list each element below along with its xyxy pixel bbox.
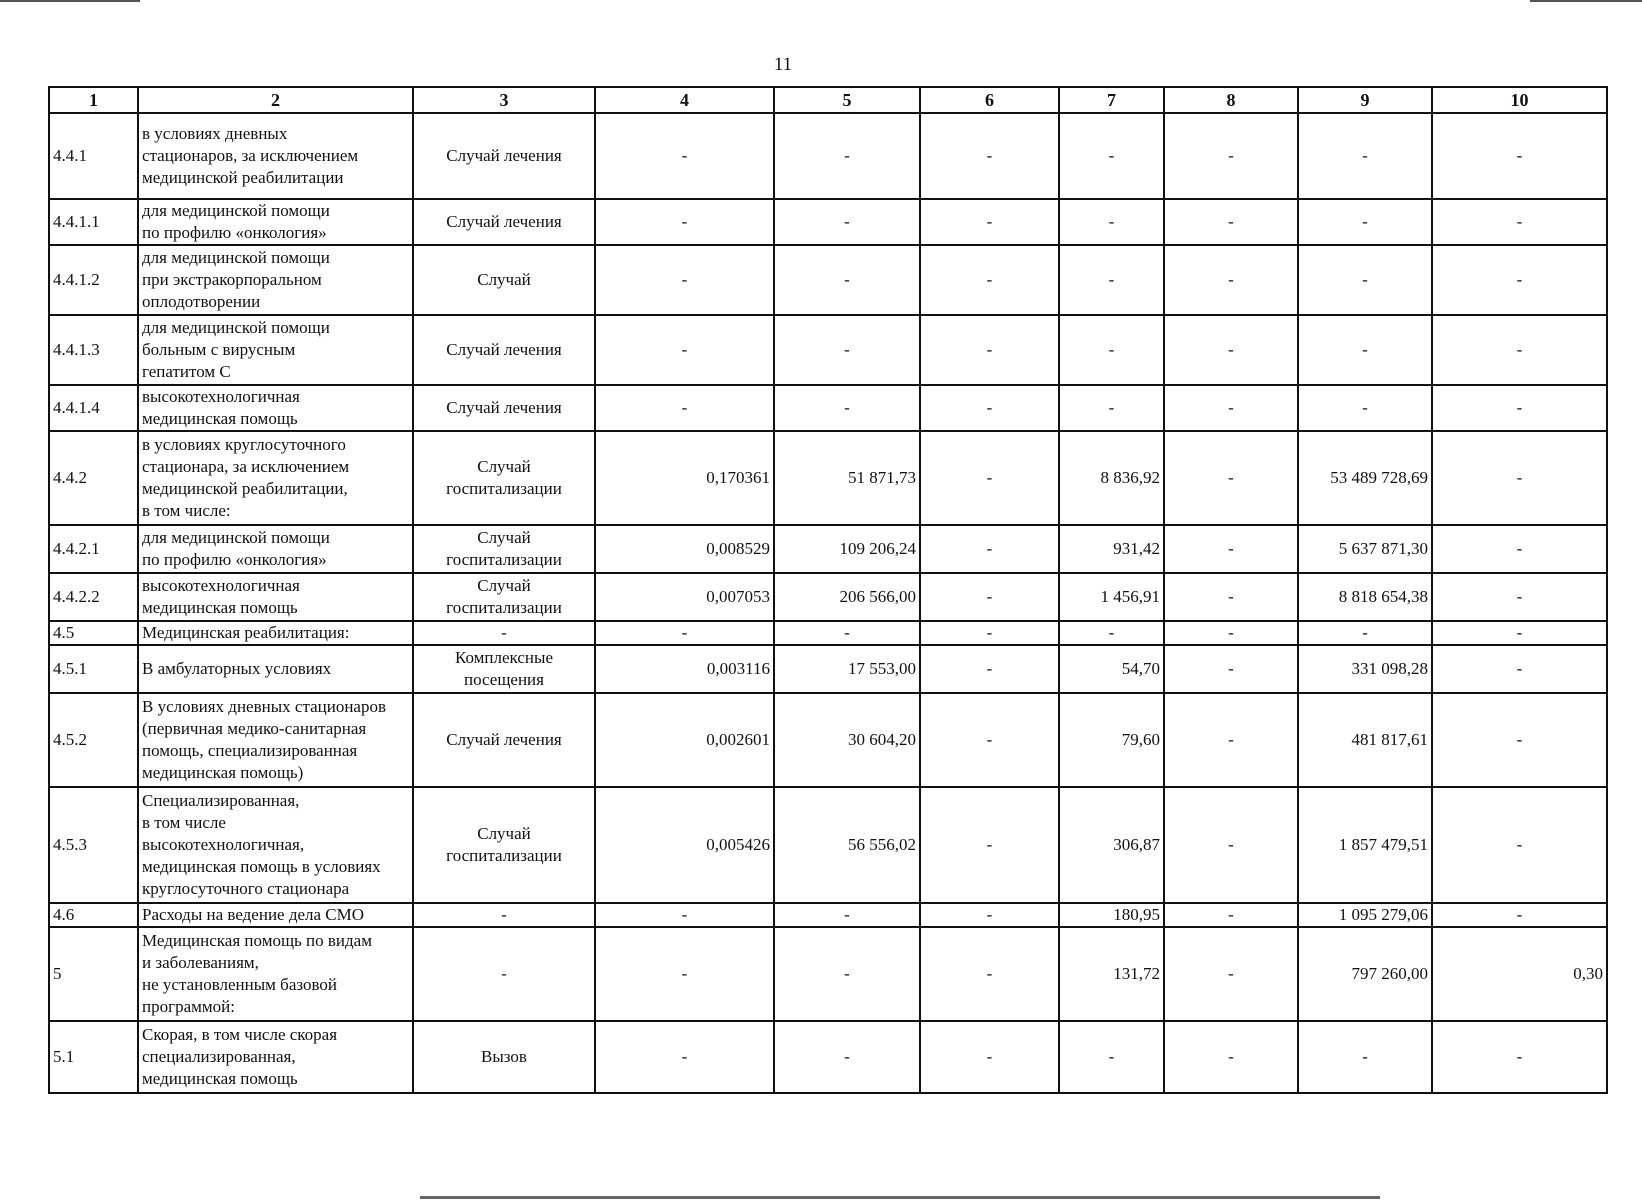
row-name: в условиях дневных стационаров, за исключением медицинской реабилитации <box>138 113 413 199</box>
row-name: высокотехнологичная медицинская помощь <box>138 573 413 621</box>
cell-col6: - <box>920 1021 1059 1093</box>
cell-col10: - <box>1432 1021 1607 1093</box>
data-table <box>48 86 1608 1094</box>
cell-col4: 0,170361 <box>595 431 774 525</box>
cell-col6: - <box>920 315 1059 385</box>
row-name: высокотехнологичная медицинская помощь <box>138 385 413 431</box>
cell-col6: - <box>920 693 1059 787</box>
row-unit: Вызов <box>413 1021 595 1093</box>
cell-col4: - <box>595 113 774 199</box>
header-cell: 4 <box>595 87 774 113</box>
row-name: Специализированная, в том числе высокотехнологичная, медицинская помощь в условиях круглосуточного стационара <box>138 787 413 903</box>
cell-col7: - <box>1059 199 1164 245</box>
cell-col6: - <box>920 573 1059 621</box>
row-name: В условиях дневных стационаров (первичная медико-санитарная помощь, специализированная медицинская помощь) <box>138 693 413 787</box>
scan-edge-top-left <box>0 0 140 2</box>
cell-col7: 131,72 <box>1059 927 1164 1021</box>
cell-col8: - <box>1164 693 1298 787</box>
cell-col7: 8 836,92 <box>1059 431 1164 525</box>
cell-col4: 0,005426 <box>595 787 774 903</box>
cell-col5: - <box>774 1021 920 1093</box>
cell-col7: 54,70 <box>1059 645 1164 693</box>
row-unit: Случай лечения <box>413 315 595 385</box>
cell-col8: - <box>1164 787 1298 903</box>
cell-col4: - <box>595 903 774 927</box>
cell-col4: 0,002601 <box>595 693 774 787</box>
cell-col4: 0,008529 <box>595 525 774 573</box>
cell-col7: - <box>1059 245 1164 315</box>
cell-col8: - <box>1164 1021 1298 1093</box>
cell-col7: - <box>1059 315 1164 385</box>
row-code: 5.1 <box>49 1021 138 1093</box>
cell-col7: 931,42 <box>1059 525 1164 573</box>
table-row <box>49 431 1607 525</box>
row-code: 4.4.1 <box>49 113 138 199</box>
cell-col5: 56 556,02 <box>774 787 920 903</box>
row-unit: Случай лечения <box>413 199 595 245</box>
cell-col8: - <box>1164 431 1298 525</box>
header-cell: 8 <box>1164 87 1298 113</box>
table-row <box>49 113 1607 199</box>
cell-col4: - <box>595 245 774 315</box>
row-unit: Случай <box>413 245 595 315</box>
row-unit: Случай лечения <box>413 385 595 431</box>
cell-col10: - <box>1432 621 1607 645</box>
cell-col5: - <box>774 621 920 645</box>
table-row <box>49 573 1607 621</box>
table-row <box>49 245 1607 315</box>
row-code: 4.4.1.1 <box>49 199 138 245</box>
cell-col10: 0,30 <box>1432 927 1607 1021</box>
row-unit: Случай лечения <box>413 693 595 787</box>
cell-col8: - <box>1164 645 1298 693</box>
cell-col5: - <box>774 199 920 245</box>
cell-col5: - <box>774 927 920 1021</box>
cell-col9: 5 637 871,30 <box>1298 525 1432 573</box>
row-name: Расходы на ведение дела СМО <box>138 903 413 927</box>
cell-col5: - <box>774 113 920 199</box>
cell-col6: - <box>920 199 1059 245</box>
cell-col4: - <box>595 315 774 385</box>
cell-col7: - <box>1059 113 1164 199</box>
cell-col10: - <box>1432 693 1607 787</box>
cell-col5: 206 566,00 <box>774 573 920 621</box>
row-name: в условиях круглосуточного стационара, за исключением медицинской реабилитации, в том числе: <box>138 431 413 525</box>
cell-col10: - <box>1432 573 1607 621</box>
cell-col7: 1 456,91 <box>1059 573 1164 621</box>
row-code: 4.5.2 <box>49 693 138 787</box>
header-cell: 1 <box>49 87 138 113</box>
row-unit: Случай госпитализации <box>413 787 595 903</box>
cell-col10: - <box>1432 199 1607 245</box>
cell-col9: - <box>1298 621 1432 645</box>
cell-col7: 180,95 <box>1059 903 1164 927</box>
cell-col9: 797 260,00 <box>1298 927 1432 1021</box>
cell-col8: - <box>1164 525 1298 573</box>
cell-col4: - <box>595 1021 774 1093</box>
cell-col8: - <box>1164 113 1298 199</box>
cell-col9: 481 817,61 <box>1298 693 1432 787</box>
table-row <box>49 199 1607 245</box>
cell-col5: 51 871,73 <box>774 431 920 525</box>
row-unit: - <box>413 903 595 927</box>
cell-col5: 109 206,24 <box>774 525 920 573</box>
scan-edge-bottom <box>420 1196 1380 1199</box>
header-cell: 2 <box>138 87 413 113</box>
row-unit: Случай госпитализации <box>413 573 595 621</box>
cell-col8: - <box>1164 927 1298 1021</box>
cell-col9: - <box>1298 113 1432 199</box>
row-name: В амбулаторных условиях <box>138 645 413 693</box>
cell-col10: - <box>1432 113 1607 199</box>
cell-col10: - <box>1432 315 1607 385</box>
cell-col9: - <box>1298 199 1432 245</box>
table-row <box>49 1021 1607 1093</box>
header-cell: 10 <box>1432 87 1607 113</box>
row-code: 4.4.2.1 <box>49 525 138 573</box>
row-unit: Случай госпитализации <box>413 525 595 573</box>
cell-col9: - <box>1298 385 1432 431</box>
header-cell: 7 <box>1059 87 1164 113</box>
cell-col6: - <box>920 245 1059 315</box>
cell-col6: - <box>920 113 1059 199</box>
cell-col7: - <box>1059 621 1164 645</box>
cell-col7: 79,60 <box>1059 693 1164 787</box>
cell-col9: - <box>1298 1021 1432 1093</box>
cell-col6: - <box>920 787 1059 903</box>
row-name: для медицинской помощи при экстракорпоральном оплодотворении <box>138 245 413 315</box>
row-name: для медицинской помощи больным с вирусным гепатитом С <box>138 315 413 385</box>
row-code: 4.5.1 <box>49 645 138 693</box>
row-code: 4.4.2.2 <box>49 573 138 621</box>
cell-col5: - <box>774 903 920 927</box>
cell-col10: - <box>1432 787 1607 903</box>
cell-col6: - <box>920 385 1059 431</box>
row-name: Скорая, в том числе скорая специализированная, медицинская помощь <box>138 1021 413 1093</box>
cell-col4: - <box>595 927 774 1021</box>
cell-col10: - <box>1432 525 1607 573</box>
row-code: 4.4.1.4 <box>49 385 138 431</box>
cell-col8: - <box>1164 199 1298 245</box>
row-code: 4.4.1.2 <box>49 245 138 315</box>
cell-col6: - <box>920 431 1059 525</box>
cell-col9: 331 098,28 <box>1298 645 1432 693</box>
cell-col9: 1 095 279,06 <box>1298 903 1432 927</box>
scan-edge-top-right <box>1530 0 1642 2</box>
cell-col5: 30 604,20 <box>774 693 920 787</box>
row-code: 4.4.1.3 <box>49 315 138 385</box>
cell-col6: - <box>920 621 1059 645</box>
row-name: для медицинской помощи по профилю «онкология» <box>138 199 413 245</box>
cell-col6: - <box>920 645 1059 693</box>
table-row <box>49 385 1607 431</box>
table-row <box>49 621 1607 645</box>
table-row <box>49 525 1607 573</box>
cell-col8: - <box>1164 385 1298 431</box>
cell-col10: - <box>1432 645 1607 693</box>
cell-col10: - <box>1432 245 1607 315</box>
cell-col9: - <box>1298 315 1432 385</box>
table-row <box>49 315 1607 385</box>
cell-col9: - <box>1298 245 1432 315</box>
table-row <box>49 787 1607 903</box>
header-cell: 9 <box>1298 87 1432 113</box>
row-code: 4.5 <box>49 621 138 645</box>
cell-col6: - <box>920 927 1059 1021</box>
cell-col8: - <box>1164 573 1298 621</box>
table-row <box>49 927 1607 1021</box>
header-cell: 5 <box>774 87 920 113</box>
row-name: для медицинской помощи по профилю «онкология» <box>138 525 413 573</box>
page-number: 11 <box>773 54 793 75</box>
cell-col8: - <box>1164 903 1298 927</box>
cell-col9: 8 818 654,38 <box>1298 573 1432 621</box>
cell-col5: - <box>774 245 920 315</box>
cell-col5: 17 553,00 <box>774 645 920 693</box>
header-cell: 3 <box>413 87 595 113</box>
cell-col4: - <box>595 385 774 431</box>
cell-col8: - <box>1164 621 1298 645</box>
row-code: 4.6 <box>49 903 138 927</box>
cell-col10: - <box>1432 385 1607 431</box>
cell-col5: - <box>774 315 920 385</box>
row-code: 4.5.3 <box>49 787 138 903</box>
row-code: 4.4.2 <box>49 431 138 525</box>
cell-col8: - <box>1164 315 1298 385</box>
cell-col4: - <box>595 199 774 245</box>
cell-col6: - <box>920 525 1059 573</box>
cell-col8: - <box>1164 245 1298 315</box>
cell-col9: 53 489 728,69 <box>1298 431 1432 525</box>
table-row <box>49 693 1607 787</box>
table-row <box>49 645 1607 693</box>
row-unit: Случай госпитализации <box>413 431 595 525</box>
cell-col5: - <box>774 385 920 431</box>
cell-col7: - <box>1059 1021 1164 1093</box>
row-unit: Случай лечения <box>413 113 595 199</box>
cell-col6: - <box>920 903 1059 927</box>
cell-col10: - <box>1432 431 1607 525</box>
table-row <box>49 903 1607 927</box>
header-row <box>49 87 1607 113</box>
cell-col9: 1 857 479,51 <box>1298 787 1432 903</box>
row-name: Медицинская реабилитация: <box>138 621 413 645</box>
row-unit: - <box>413 927 595 1021</box>
cell-col4: 0,007053 <box>595 573 774 621</box>
row-name: Медицинская помощь по видам и заболеваниям, не установленным базовой программой: <box>138 927 413 1021</box>
cell-col4: - <box>595 621 774 645</box>
row-unit: - <box>413 621 595 645</box>
cell-col10: - <box>1432 903 1607 927</box>
row-unit: Комплексные посещения <box>413 645 595 693</box>
cell-col7: 306,87 <box>1059 787 1164 903</box>
cell-col4: 0,003116 <box>595 645 774 693</box>
header-cell: 6 <box>920 87 1059 113</box>
cell-col7: - <box>1059 385 1164 431</box>
row-code: 5 <box>49 927 138 1021</box>
